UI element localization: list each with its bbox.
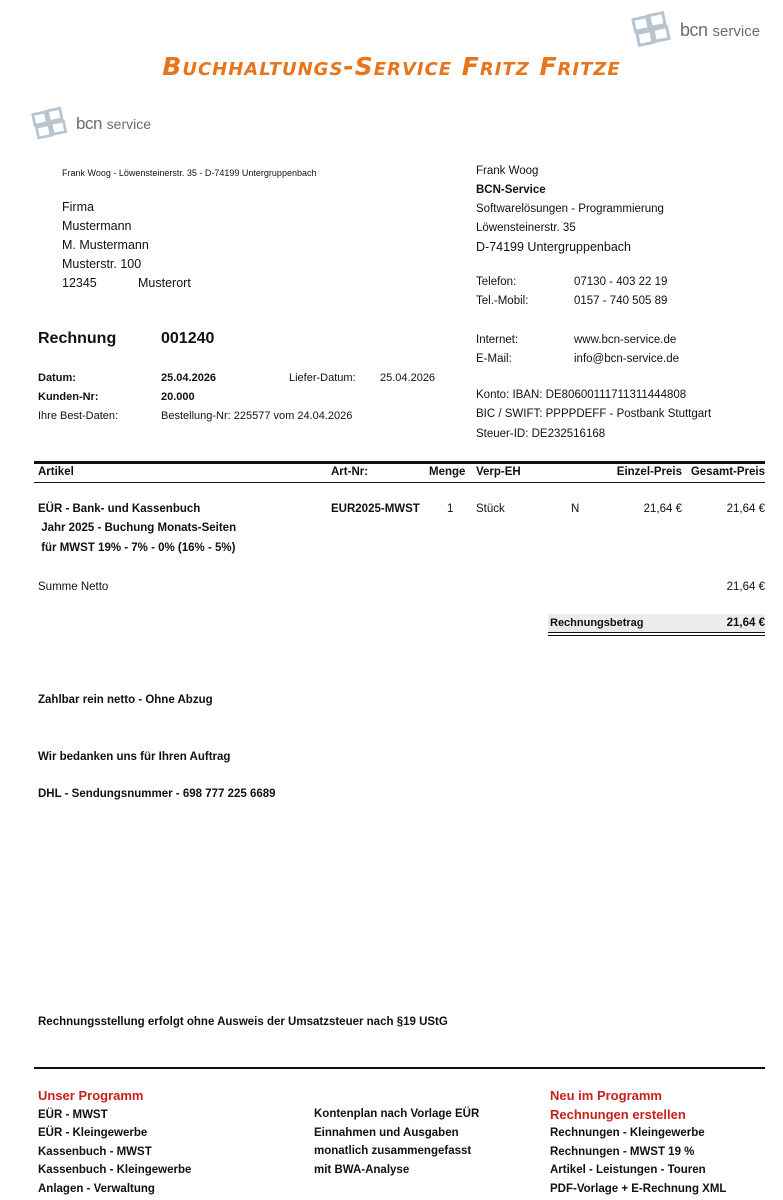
footer-item: Rechnungen - Kleingewerbe [550, 1127, 705, 1139]
footer-item: Kassenbuch - Kleingewerbe [38, 1164, 192, 1176]
phone-value: 07130 - 403 22 19 [574, 276, 668, 288]
date-label: Datum: [38, 372, 76, 384]
recipient-line: M. Mustermann [62, 238, 149, 252]
customer-label: Kunden-Nr: [38, 391, 99, 403]
footer-col-new [550, 1087, 726, 1198]
company-title: Buchhaltungs-Service Fritz Fritze [162, 52, 621, 81]
footer-item: Einnahmen und Ausgaben [314, 1126, 459, 1139]
sender-city: D-74199 Untergruppenbach [476, 240, 631, 254]
recipient-line: Mustermann [62, 219, 132, 233]
email-link[interactable]: info@bcn-service.de [574, 353, 679, 365]
delivery-date: 25.04.2026 [380, 372, 436, 384]
invoice-title: Rechnung [38, 330, 117, 347]
sender-block [476, 162, 664, 257]
table-header-rule [34, 482, 765, 483]
table-top-rule [34, 461, 765, 464]
footer-item: Kontenplan nach Vorlage EÜR [314, 1108, 480, 1120]
sender-company: BCN-Service [476, 184, 546, 196]
internet-label: Internet: [476, 334, 519, 346]
article-line: für MWST 19% - 7% - 0% (16% - 5%) [38, 542, 236, 554]
sender-street: Löwensteinerstr. 35 [476, 222, 576, 234]
sum-net-value: 21,64 € [726, 581, 765, 593]
footer-item: EÜR - Kleingewerbe [38, 1127, 148, 1139]
recipient-address [62, 198, 191, 293]
col-header-unit-price: Einzel-Preis [616, 466, 682, 478]
col-header-total: Gesamt-Preis [690, 466, 765, 478]
recipient-line: 12345 Musterort [62, 274, 149, 293]
footer-col-features [314, 1105, 479, 1179]
phone-label: Telefon: [476, 276, 517, 288]
art-no: EUR2025-MWST [331, 503, 420, 515]
recipient-city: Musterort [138, 276, 191, 290]
col-header-qty: Menge [429, 466, 466, 478]
mobile-value: 0157 - 740 505 89 [574, 295, 668, 307]
logo-text: bcn service [680, 19, 761, 40]
invoice-total-underline [548, 635, 765, 636]
sender-name: Frank Woog [476, 165, 539, 177]
flag: N [571, 503, 580, 515]
col-header-art-no: Art-Nr: [331, 466, 369, 478]
article-line: Jahr 2025 - Buchung Monats-Seiten [38, 522, 237, 534]
invoice-total-value: 21,64 € [726, 617, 765, 629]
footer-subtitle: Rechnungen erstellen [550, 1106, 686, 1122]
footer-item: Anlagen - Verwaltung [38, 1182, 155, 1195]
invoice-number: 001240 [161, 330, 215, 347]
col-header-article: Artikel [38, 466, 74, 478]
line-total: 21,64 € [726, 503, 765, 515]
col-header-unit: Verp-EH [476, 466, 521, 478]
customer-number: 20.000 [161, 391, 195, 403]
footer-item: Rechnungen - MWST 19 % [550, 1145, 695, 1158]
footer-item: monatlich zusammengefasst [314, 1145, 472, 1157]
unit: Stück [476, 503, 505, 515]
order-label: Ihre Best-Daten: [38, 410, 119, 422]
sender-tagline: Softwarelösungen - Programmierung [476, 203, 664, 215]
bank-iban: Konto: IBAN: DE80600111711311444808 [476, 389, 687, 401]
email-label: E-Mail: [476, 353, 512, 365]
footer-col-programs [38, 1087, 191, 1198]
delivery-label: Liefer-Datum: [289, 372, 356, 384]
footer-title: Unser Programm [38, 1088, 144, 1103]
footer-rule [34, 1067, 765, 1069]
footer-item: Artikel - Leistungen - Touren [550, 1164, 706, 1176]
quantity: 1 [447, 503, 454, 515]
logo-top-right [630, 8, 760, 52]
thanks-note: Wir bedanken uns für Ihren Auftrag [38, 751, 231, 763]
logo-left [30, 104, 151, 144]
footer-title: Neu im Programm [550, 1088, 662, 1103]
tracking-number: DHL - Sendungsnummer - 698 777 225 6689 [38, 788, 276, 800]
recipient-line: Firma [62, 200, 94, 214]
invoice-total-label: Rechnungsbetrag [550, 617, 644, 629]
internet-link[interactable]: www.bcn-service.de [574, 334, 677, 346]
recipient-line: Musterstr. 100 [62, 257, 142, 271]
unit-price: 21,64 € [643, 503, 682, 515]
footer-item: mit BWA-Analyse [314, 1163, 410, 1176]
bcn-logo-icon [30, 104, 72, 144]
mobile-label: Tel.-Mobil: [476, 295, 529, 307]
tax-note: Rechnungsstellung erfolgt ohne Ausweis der Umsatzsteuer nach §19 UStG [38, 1016, 448, 1028]
article-line: EÜR - Bank- und Kassenbuch [38, 503, 201, 515]
bank-bic: BIC / SWIFT: PPPPDEFF - Postbank Stuttgart [476, 408, 712, 420]
sender-line: Frank Woog - Löwensteinerstr. 35 - D-74199 Untergruppenbach [62, 168, 317, 178]
date-value: 25.04.2026 [161, 372, 217, 384]
footer-item: EÜR - MWST [38, 1108, 108, 1121]
payment-terms: Zahlbar rein netto - Ohne Abzug [38, 694, 213, 706]
footer-item: Kassenbuch - MWST [38, 1145, 152, 1158]
order-value: Bestellung-Nr: 225577 vom 24.04.2026 [161, 410, 353, 422]
tax-id: Steuer-ID: DE232516168 [476, 428, 606, 440]
logo-text: bcn service [76, 114, 152, 133]
bcn-logo-icon [630, 8, 676, 52]
sum-net-label: Summe Netto [38, 581, 109, 593]
footer-item: PDF-Vorlage + E-Rechnung XML [550, 1182, 727, 1195]
